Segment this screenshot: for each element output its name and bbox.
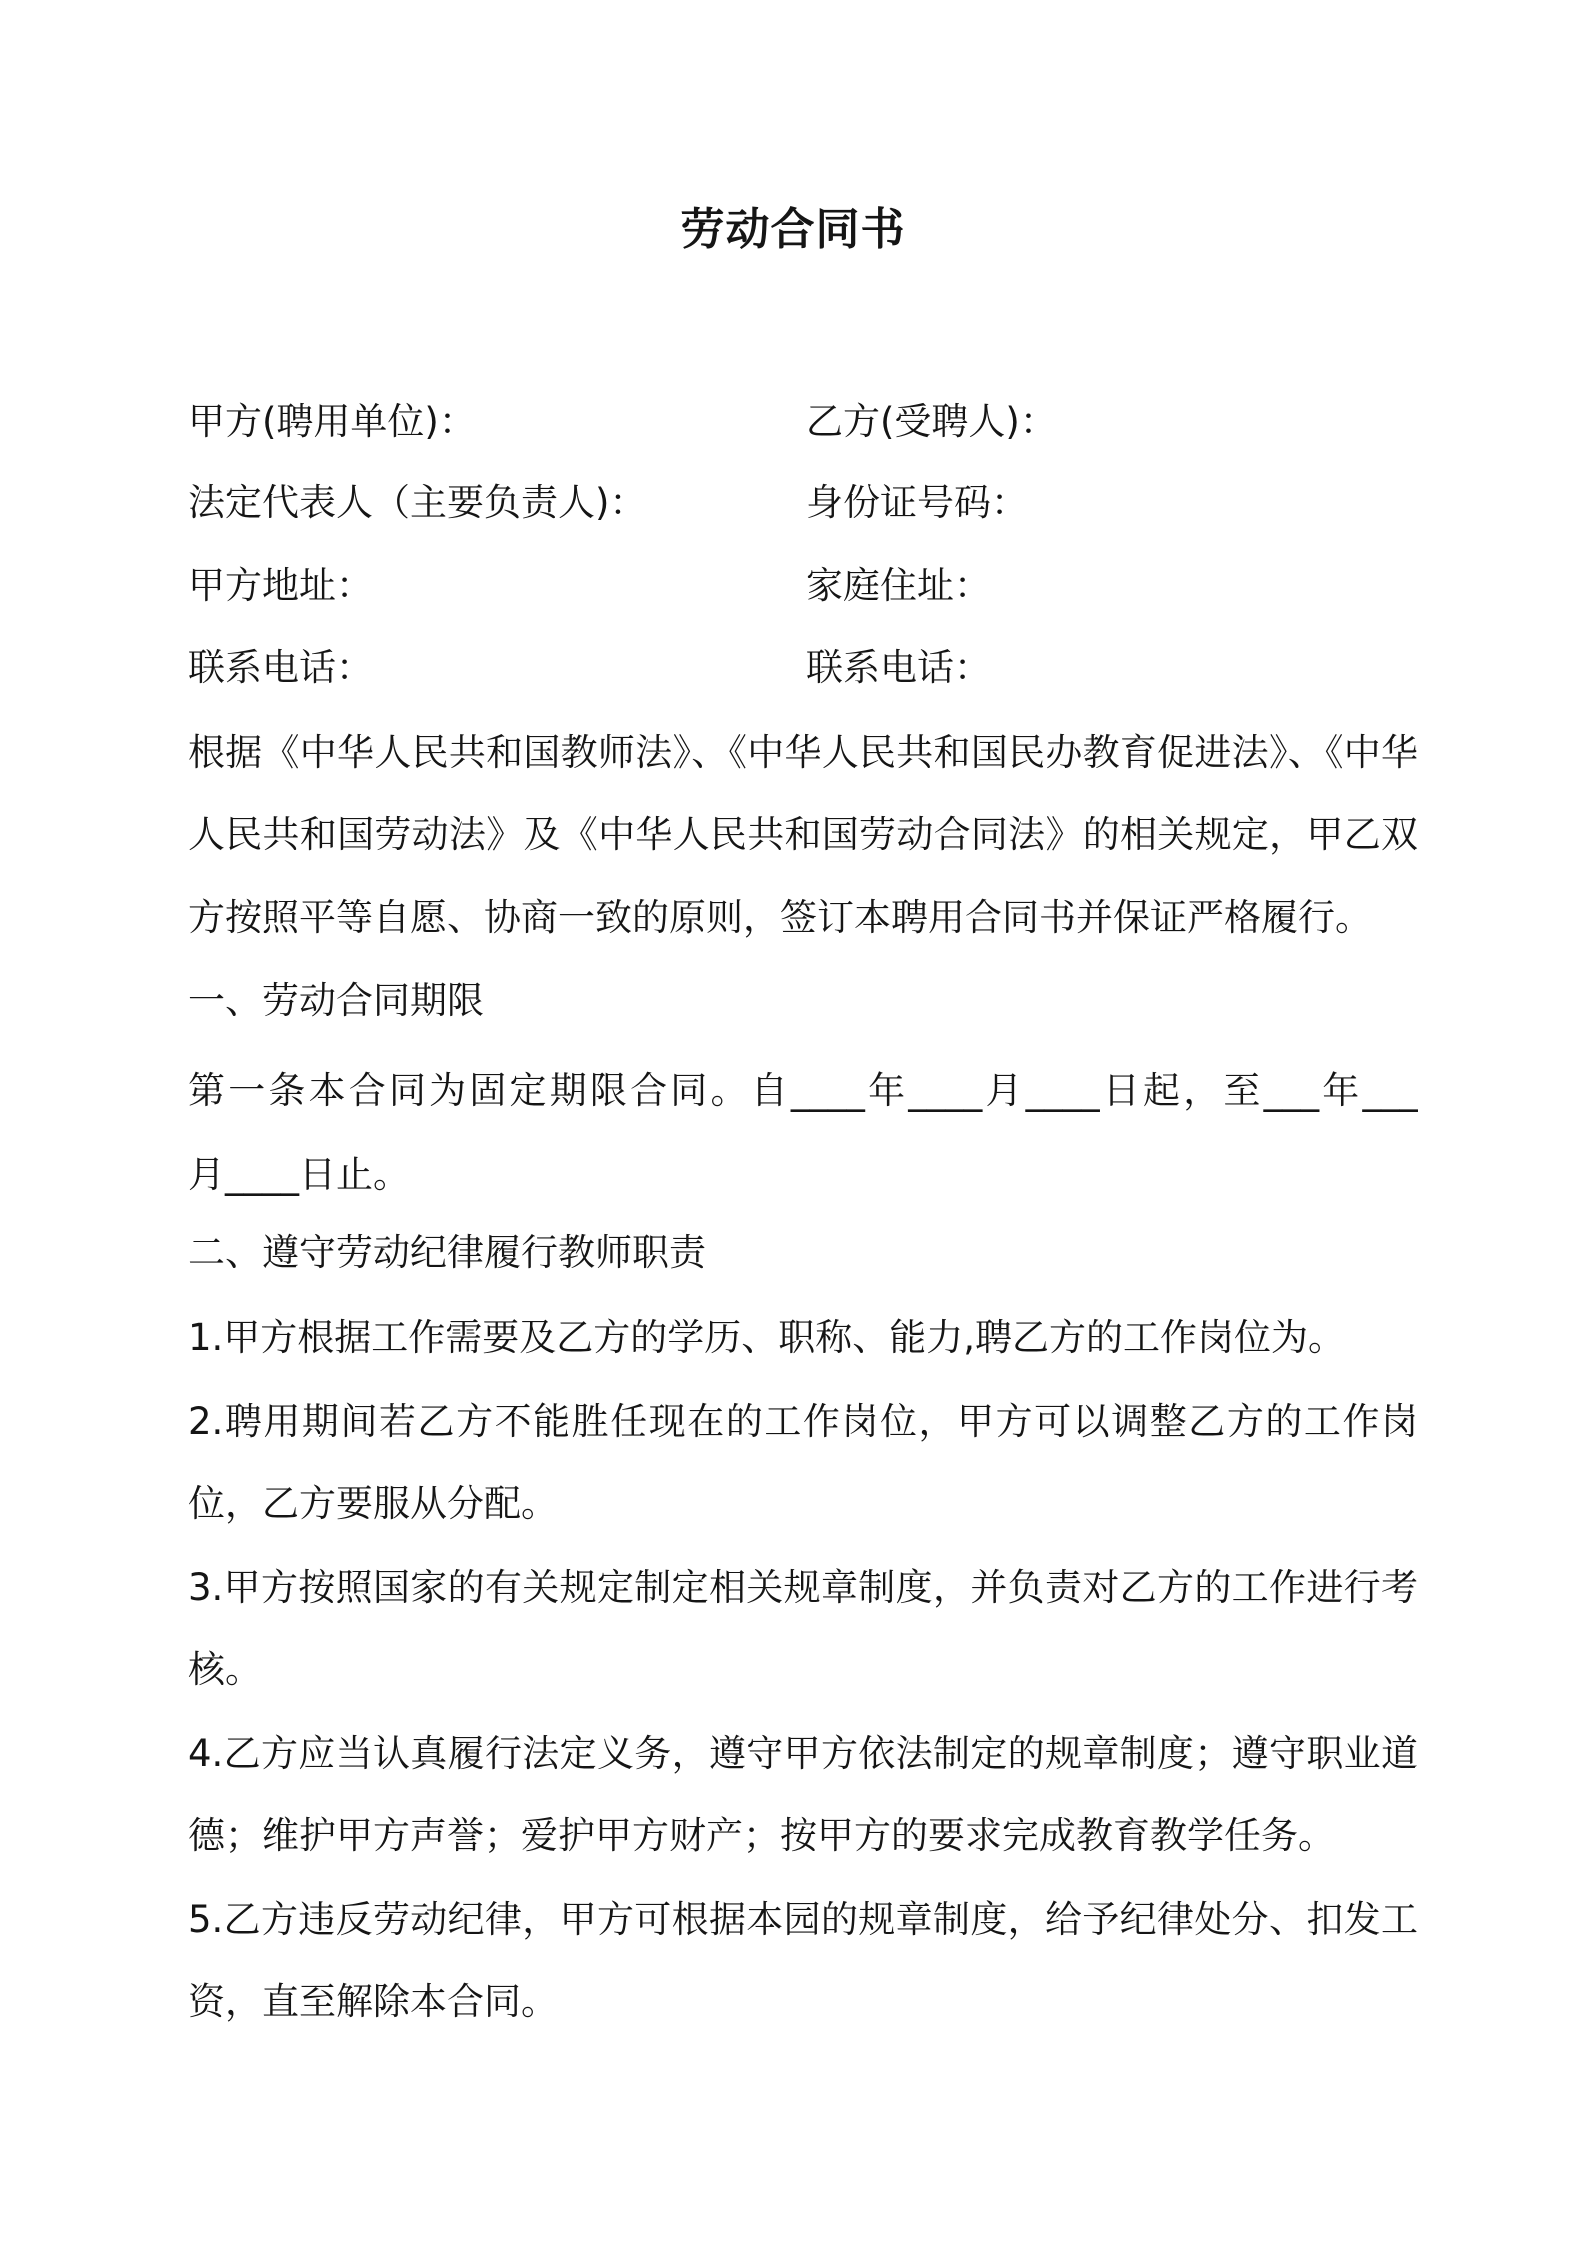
clause-line: 位，乙方要服从分配。 xyxy=(188,1482,558,1525)
section-heading-term: 一、劳动合同期限 xyxy=(188,979,484,1022)
clause-line: 4.乙方应当认真履行法定义务，遵守甲方依法制定的规章制度；遵守职业道 xyxy=(188,1732,1418,1775)
party-a-address-label: 甲方地址： xyxy=(188,564,373,607)
clause-line: 3.甲方按照国家的有关规定制定相关规章制度，并负责对乙方的工作进行考 xyxy=(188,1566,1418,1609)
clause-line: 核。 xyxy=(188,1648,262,1691)
clause-line: 2.聘用期间若乙方不能胜任现在的工作岗位，甲方可以调整乙方的工作岗 xyxy=(188,1400,1418,1443)
preamble-line: 根据《中华人民共和国教师法》、《中华人民共和国民办教育促进法》、《中华 xyxy=(188,731,1418,774)
preamble-line: 方按照平等自愿、协商一致的原则，签订本聘用合同书并保证严格履行。 xyxy=(188,896,1372,939)
clause-line: 5.乙方违反劳动纪律，甲方可根据本园的规章制度，给予纪律处分、扣发工 xyxy=(188,1898,1418,1941)
legal-representative-label: 法定代表人（主要负责人)： xyxy=(188,481,647,524)
document-title: 劳动合同书 xyxy=(680,204,906,255)
home-address-label: 家庭住址： xyxy=(806,564,991,607)
clause-line: 月____日止。 xyxy=(188,1153,410,1196)
party-a-phone-label: 联系电话： xyxy=(188,646,373,689)
id-number-label: 身份证号码： xyxy=(806,481,1028,524)
preamble-line: 人民共和国劳动法》及《中华人民共和国劳动合同法》的相关规定，甲乙双 xyxy=(188,813,1418,856)
section-heading-discipline: 二、遵守劳动纪律履行教师职责 xyxy=(188,1231,706,1274)
party-b-phone-label: 联系电话： xyxy=(806,646,991,689)
clause-line: 第一条本合同为固定期限合同。自____年____月____日起，至___年___ xyxy=(188,1069,1418,1112)
clause-line: 1.甲方根据工作需要及乙方的学历、职称、能力,聘乙方的工作岗位为。 xyxy=(188,1316,1346,1359)
party-b-name-label: 乙方(受聘人)： xyxy=(806,400,1057,443)
party-a-name-label: 甲方(聘用单位)： xyxy=(188,400,476,443)
clause-line: 资，直至解除本合同。 xyxy=(188,1980,558,2023)
clause-line: 德；维护甲方声誉；爱护甲方财产；按甲方的要求完成教育教学任务。 xyxy=(188,1814,1335,1857)
